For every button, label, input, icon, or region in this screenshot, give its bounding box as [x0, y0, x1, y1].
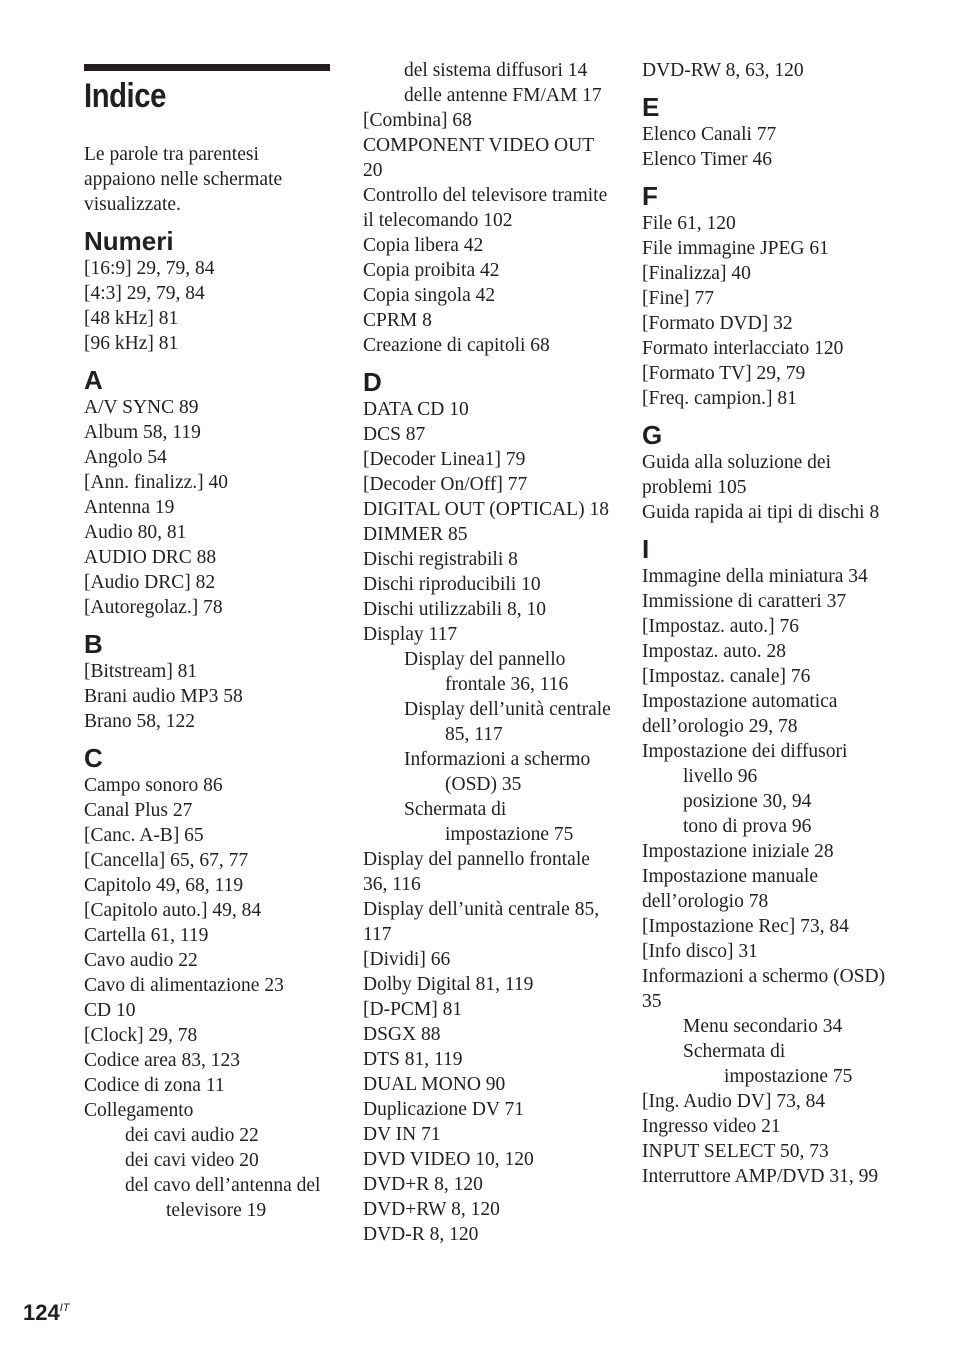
index-entry: [4:3] 29, 79, 84: [84, 283, 205, 304]
index-entry: Elenco Canali 77: [642, 124, 777, 145]
section-heading: E: [642, 92, 660, 122]
index-entry: Impostazione iniziale 28: [642, 841, 834, 862]
index-entry: [Formato DVD] 32: [642, 313, 793, 334]
section-heading: A: [84, 365, 103, 395]
index-entry: Copia proibita 42: [363, 260, 500, 281]
index-entry: [48 kHz] 81: [84, 308, 179, 329]
index-entry: DVD-RW 8, 63, 120: [642, 60, 804, 81]
index-entry: DIGITAL OUT (OPTICAL) 18: [363, 499, 609, 520]
index-entry: [Clock] 29, 78: [84, 1025, 198, 1046]
index-entry: CPRM 8: [363, 310, 432, 331]
index-entry: DUAL MONO 90: [363, 1074, 506, 1095]
index-subentry: Display dell’unità centrale 85, 117: [404, 699, 611, 745]
index-entry: Brano 58, 122: [84, 711, 196, 732]
index-subentry: Schermata di impostazione 75: [683, 1041, 853, 1087]
index-column-3: [642, 58, 892, 1189]
index-entry: [Impostaz. canale] 76: [642, 666, 811, 687]
index-entry: Interruttore AMP/DVD 31, 99: [642, 1166, 879, 1187]
index-entry: Collegamento: [84, 1100, 194, 1121]
index-entry: Dischi utilizzabili 8, 10: [363, 599, 547, 620]
section-heading: D: [363, 367, 382, 397]
index-subentry: dei cavi video 20: [125, 1150, 259, 1171]
index-subentry: del cavo dell’antenna del televisore 19: [125, 1175, 321, 1221]
index-entry: [96 kHz] 81: [84, 333, 179, 354]
index-entry: Creazione di capitoli 68: [363, 335, 550, 356]
index-subentry: Schermata di impostazione 75: [404, 799, 574, 845]
index-subentry: tono di prova 96: [683, 816, 812, 837]
index-entry: [Info disco] 31: [642, 941, 758, 962]
index-entry: A/V SYNC 89: [84, 397, 199, 418]
index-entry: [Capitolo auto.] 49, 84: [84, 900, 262, 921]
index-entry: Codice area 83, 123: [84, 1050, 240, 1071]
index-entry: Copia singola 42: [363, 285, 496, 306]
index-entry: CD 10: [84, 1000, 136, 1021]
index-entry: Canal Plus 27: [84, 800, 193, 821]
index-section-c: [84, 743, 334, 1223]
index-entry: [Canc. A-B] 65: [84, 825, 204, 846]
index-entry: Formato interlacciato 120: [642, 338, 844, 359]
index-entry: DATA CD 10: [363, 399, 469, 420]
intro-text: Le parole tra parentesi appaiono nelle schermate visualizzate.: [84, 144, 283, 215]
index-section-a: [84, 365, 334, 620]
index-subentry: Menu secondario 34: [683, 1016, 843, 1037]
index-entry: Elenco Timer 46: [642, 149, 772, 170]
index-section-f: [642, 181, 892, 411]
page-title: Indice: [84, 77, 166, 115]
index-entry: [D-PCM] 81: [363, 999, 463, 1020]
title-rule: [84, 64, 330, 71]
index-entry: [16:9] 29, 79, 84: [84, 258, 215, 279]
index-column-1: [84, 142, 334, 1223]
index-entry: AUDIO DRC 88: [84, 547, 217, 568]
index-entry: Impostaz. auto. 28: [642, 641, 787, 662]
index-entry: [Formato TV] 29, 79: [642, 363, 806, 384]
index-entry: Dolby Digital 81, 119: [363, 974, 534, 995]
index-entry: Dischi registrabili 8: [363, 549, 518, 570]
index-entry: Campo sonoro 86: [84, 775, 223, 796]
index-entry: [Cancella] 65, 67, 77: [84, 850, 249, 871]
section-heading: Numeri: [84, 226, 174, 256]
index-entry: Copia libera 42: [363, 235, 484, 256]
index-entry: Brani audio MP3 58: [84, 686, 243, 707]
index-subentry: delle antenne FM/AM 17: [404, 85, 602, 106]
index-entry: DVD+RW 8, 120: [363, 1199, 500, 1220]
index-entry: [Autoregolaz.] 78: [84, 597, 223, 618]
index-entry: Cavo di alimentazione 23: [84, 975, 284, 996]
index-section-i: [642, 534, 892, 1189]
index-entry: [Finalizza] 40: [642, 263, 751, 284]
page-number-suffix: IT: [59, 1302, 70, 1314]
index-column-2: [363, 58, 615, 1247]
index-entry: [Impostazione Rec] 73, 84: [642, 916, 849, 937]
index-section-b: [84, 629, 334, 734]
index-entry: Display 117: [363, 624, 458, 645]
index-entry: DVD VIDEO 10, 120: [363, 1149, 534, 1170]
index-entry: [Audio DRC] 82: [84, 572, 216, 593]
index-entry: Display del pannello frontale 36, 116: [363, 849, 590, 895]
index-entry: [Impostaz. auto.] 76: [642, 616, 800, 637]
index-entry: COMPONENT VIDEO OUT 20: [363, 135, 594, 181]
index-entry: [Combina] 68: [363, 110, 472, 131]
index-entry: [Ing. Audio DV] 73, 84: [642, 1091, 826, 1112]
index-subentry: Informazioni a schermo (OSD) 35: [404, 749, 591, 795]
index-entry: Informazioni a schermo (OSD) 35: [642, 966, 886, 1012]
index-section-d: [363, 367, 615, 1247]
index-subentry: posizione 30, 94: [683, 791, 812, 812]
index-section-g: [642, 420, 892, 525]
index-subentry: del sistema diffusori 14: [404, 60, 588, 81]
section-heading: B: [84, 629, 103, 659]
page-number-value: 124: [23, 1300, 60, 1325]
index-entry: Antenna 19: [84, 497, 175, 518]
index-subentry: dei cavi audio 22: [125, 1125, 259, 1146]
index-subentry: livello 96: [683, 766, 758, 787]
index-entry: Codice di zona 11: [84, 1075, 225, 1096]
index-entry: Cavo audio 22: [84, 950, 198, 971]
index-entry: Impostazione automatica dell’orologio 29, 78: [642, 691, 838, 737]
index-entry: Capitolo 49, 68, 119: [84, 875, 244, 896]
index-entry: [Fine] 77: [642, 288, 715, 309]
index-entry: Guida rapida ai tipi di dischi 8: [642, 502, 880, 523]
index-entry: [Decoder Linea1] 79: [363, 449, 526, 470]
index-entry: File 61, 120: [642, 213, 736, 234]
index-entry: Cartella 61, 119: [84, 925, 209, 946]
index-entry: Dischi riproducibili 10: [363, 574, 541, 595]
index-entry: DSGX 88: [363, 1024, 441, 1045]
index-entry: DIMMER 85: [363, 524, 468, 545]
index-entry: Audio 80, 81: [84, 522, 187, 543]
index-entry: [Freq. campion.] 81: [642, 388, 797, 409]
index-entry: Impostazione manuale dell’orologio 78: [642, 866, 818, 912]
index-entry: Impostazione dei diffusori: [642, 741, 848, 762]
index-section-numeri: [84, 226, 334, 356]
index-entry: Duplicazione DV 71: [363, 1099, 525, 1120]
section-heading: G: [642, 420, 663, 450]
index-entry: Controllo del televisore tramite il telecomando 102: [363, 185, 608, 231]
index-subentry: Display del pannello frontale 36, 116: [404, 649, 569, 695]
index-entry: [Dividi] 66: [363, 949, 451, 970]
index-entry: [Decoder On/Off] 77: [363, 474, 528, 495]
index-entry: Angolo 54: [84, 447, 167, 468]
index-entry: DCS 87: [363, 424, 426, 445]
index-section-e: [642, 92, 892, 172]
index-entry: Album 58, 119: [84, 422, 201, 443]
page-number: [23, 1300, 70, 1326]
section-heading: C: [84, 743, 103, 773]
section-heading: I: [642, 534, 650, 564]
index-entry: File immagine JPEG 61: [642, 238, 829, 259]
index-entry: Display dell’unità centrale 85, 117: [363, 899, 600, 945]
index-entry: DVD-R 8, 120: [363, 1224, 479, 1245]
index-section-continued: [363, 58, 615, 358]
index-entry: DTS 81, 119: [363, 1049, 463, 1070]
section-heading: F: [642, 181, 658, 211]
index-entry: DVD+R 8, 120: [363, 1174, 483, 1195]
index-entry: [Bitstream] 81: [84, 661, 198, 682]
index-entry: Immagine della miniatura 34: [642, 566, 868, 587]
index-section-continued: [642, 58, 892, 83]
index-entry: INPUT SELECT 50, 73: [642, 1141, 829, 1162]
index-entry: Immissione di caratteri 37: [642, 591, 847, 612]
index-entry: Guida alla soluzione dei problemi 105: [642, 452, 831, 498]
index-entry: [Ann. finalizz.] 40: [84, 472, 229, 493]
index-entry: Ingresso video 21: [642, 1116, 781, 1137]
index-entry: DV IN 71: [363, 1124, 441, 1145]
